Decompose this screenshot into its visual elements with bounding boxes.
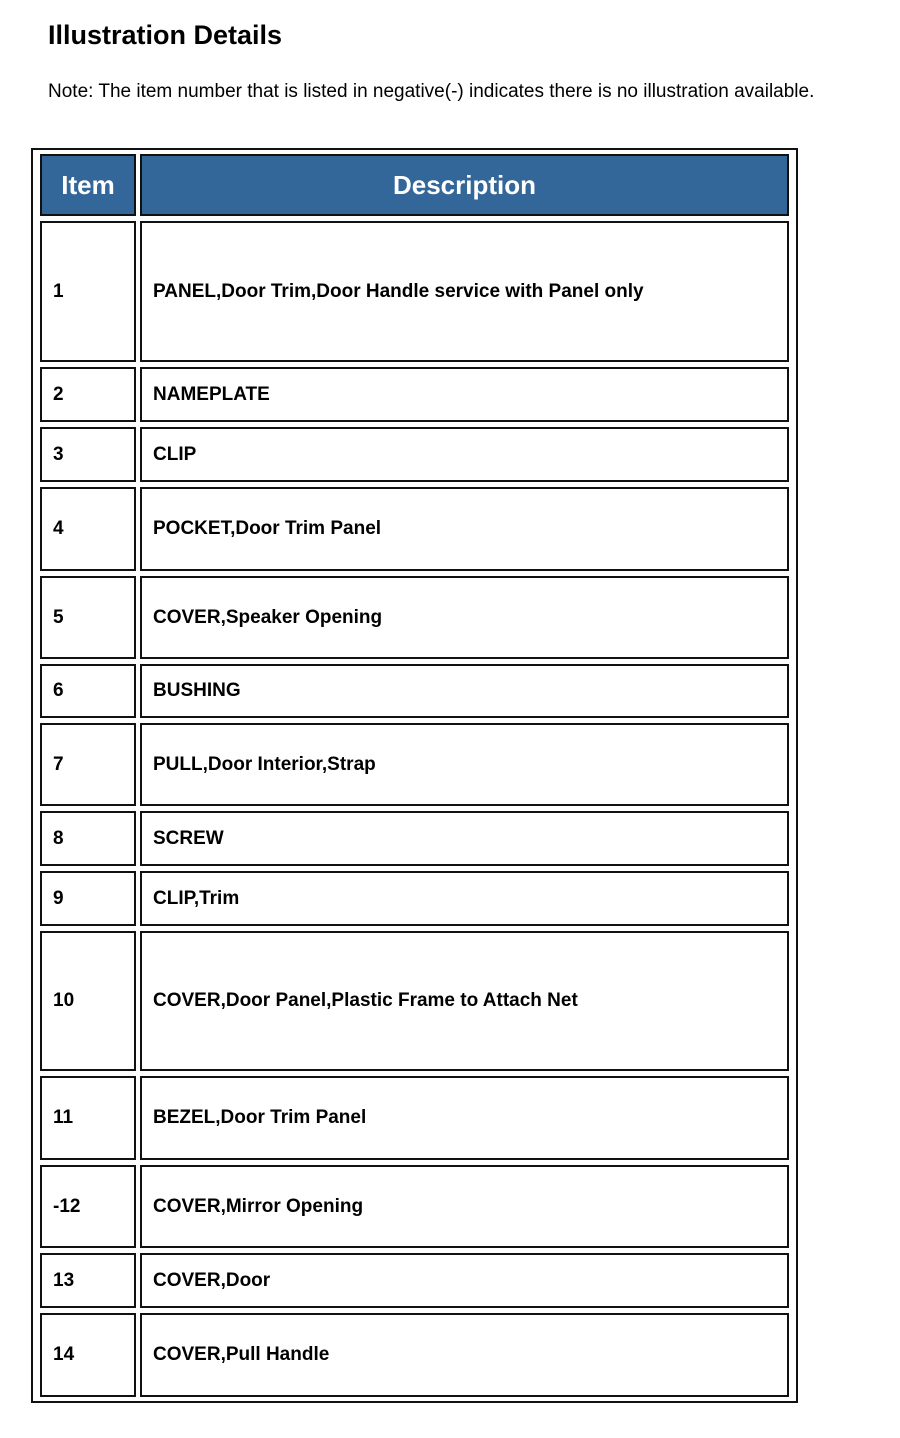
- description-cell: CLIP: [140, 427, 789, 482]
- parts-table: [36, 149, 793, 1402]
- table-row: [40, 664, 789, 718]
- item-number-cell: 1: [40, 221, 136, 362]
- table-row: [40, 871, 789, 926]
- item-number-cell: 4: [40, 487, 136, 571]
- item-number-cell: 7: [40, 723, 136, 806]
- description-cell: CLIP,Trim: [140, 871, 789, 926]
- table-row: [40, 576, 789, 659]
- item-number-cell: 10: [40, 931, 136, 1071]
- item-number-cell: 6: [40, 664, 136, 718]
- item-number-cell: 3: [40, 427, 136, 482]
- description-cell: BEZEL,Door Trim Panel: [140, 1076, 789, 1160]
- item-number-cell: 11: [40, 1076, 136, 1160]
- table-row: [40, 1076, 789, 1160]
- table-row: [40, 1165, 789, 1248]
- description-column-header: Description: [140, 154, 789, 216]
- item-number-cell: 9: [40, 871, 136, 926]
- table-row: [40, 427, 789, 482]
- table-row: [40, 367, 789, 422]
- item-number-cell: -12: [40, 1165, 136, 1248]
- item-number-cell: 13: [40, 1253, 136, 1308]
- table-row: [40, 487, 789, 571]
- description-cell: COVER,Door Panel,Plastic Frame to Attach Net: [140, 931, 789, 1071]
- illustration-note: Note: The item number that is listed in negative(-) indicates there is no illustration available.: [48, 81, 815, 102]
- description-cell: COVER,Door: [140, 1253, 789, 1308]
- description-cell: BUSHING: [140, 664, 789, 718]
- description-cell: POCKET,Door Trim Panel: [140, 487, 789, 571]
- parts-table-frame: [31, 148, 798, 1403]
- page-title: Illustration Details: [48, 20, 283, 50]
- table-header-row: [40, 154, 789, 216]
- description-cell: COVER,Pull Handle: [140, 1313, 789, 1397]
- item-number-cell: 14: [40, 1313, 136, 1397]
- table-row: [40, 931, 789, 1071]
- description-cell: PANEL,Door Trim,Door Handle service with Panel only: [140, 221, 789, 362]
- table-row: [40, 811, 789, 866]
- description-cell: SCREW: [140, 811, 789, 866]
- description-cell: NAMEPLATE: [140, 367, 789, 422]
- item-number-cell: 2: [40, 367, 136, 422]
- description-cell: COVER,Mirror Opening: [140, 1165, 789, 1248]
- description-cell: PULL,Door Interior,Strap: [140, 723, 789, 806]
- item-number-cell: 8: [40, 811, 136, 866]
- table-row: [40, 1253, 789, 1308]
- item-column-header: Item: [40, 154, 136, 216]
- description-cell: COVER,Speaker Opening: [140, 576, 789, 659]
- table-row: [40, 1313, 789, 1397]
- table-row: [40, 723, 789, 806]
- item-number-cell: 5: [40, 576, 136, 659]
- table-row: [40, 221, 789, 362]
